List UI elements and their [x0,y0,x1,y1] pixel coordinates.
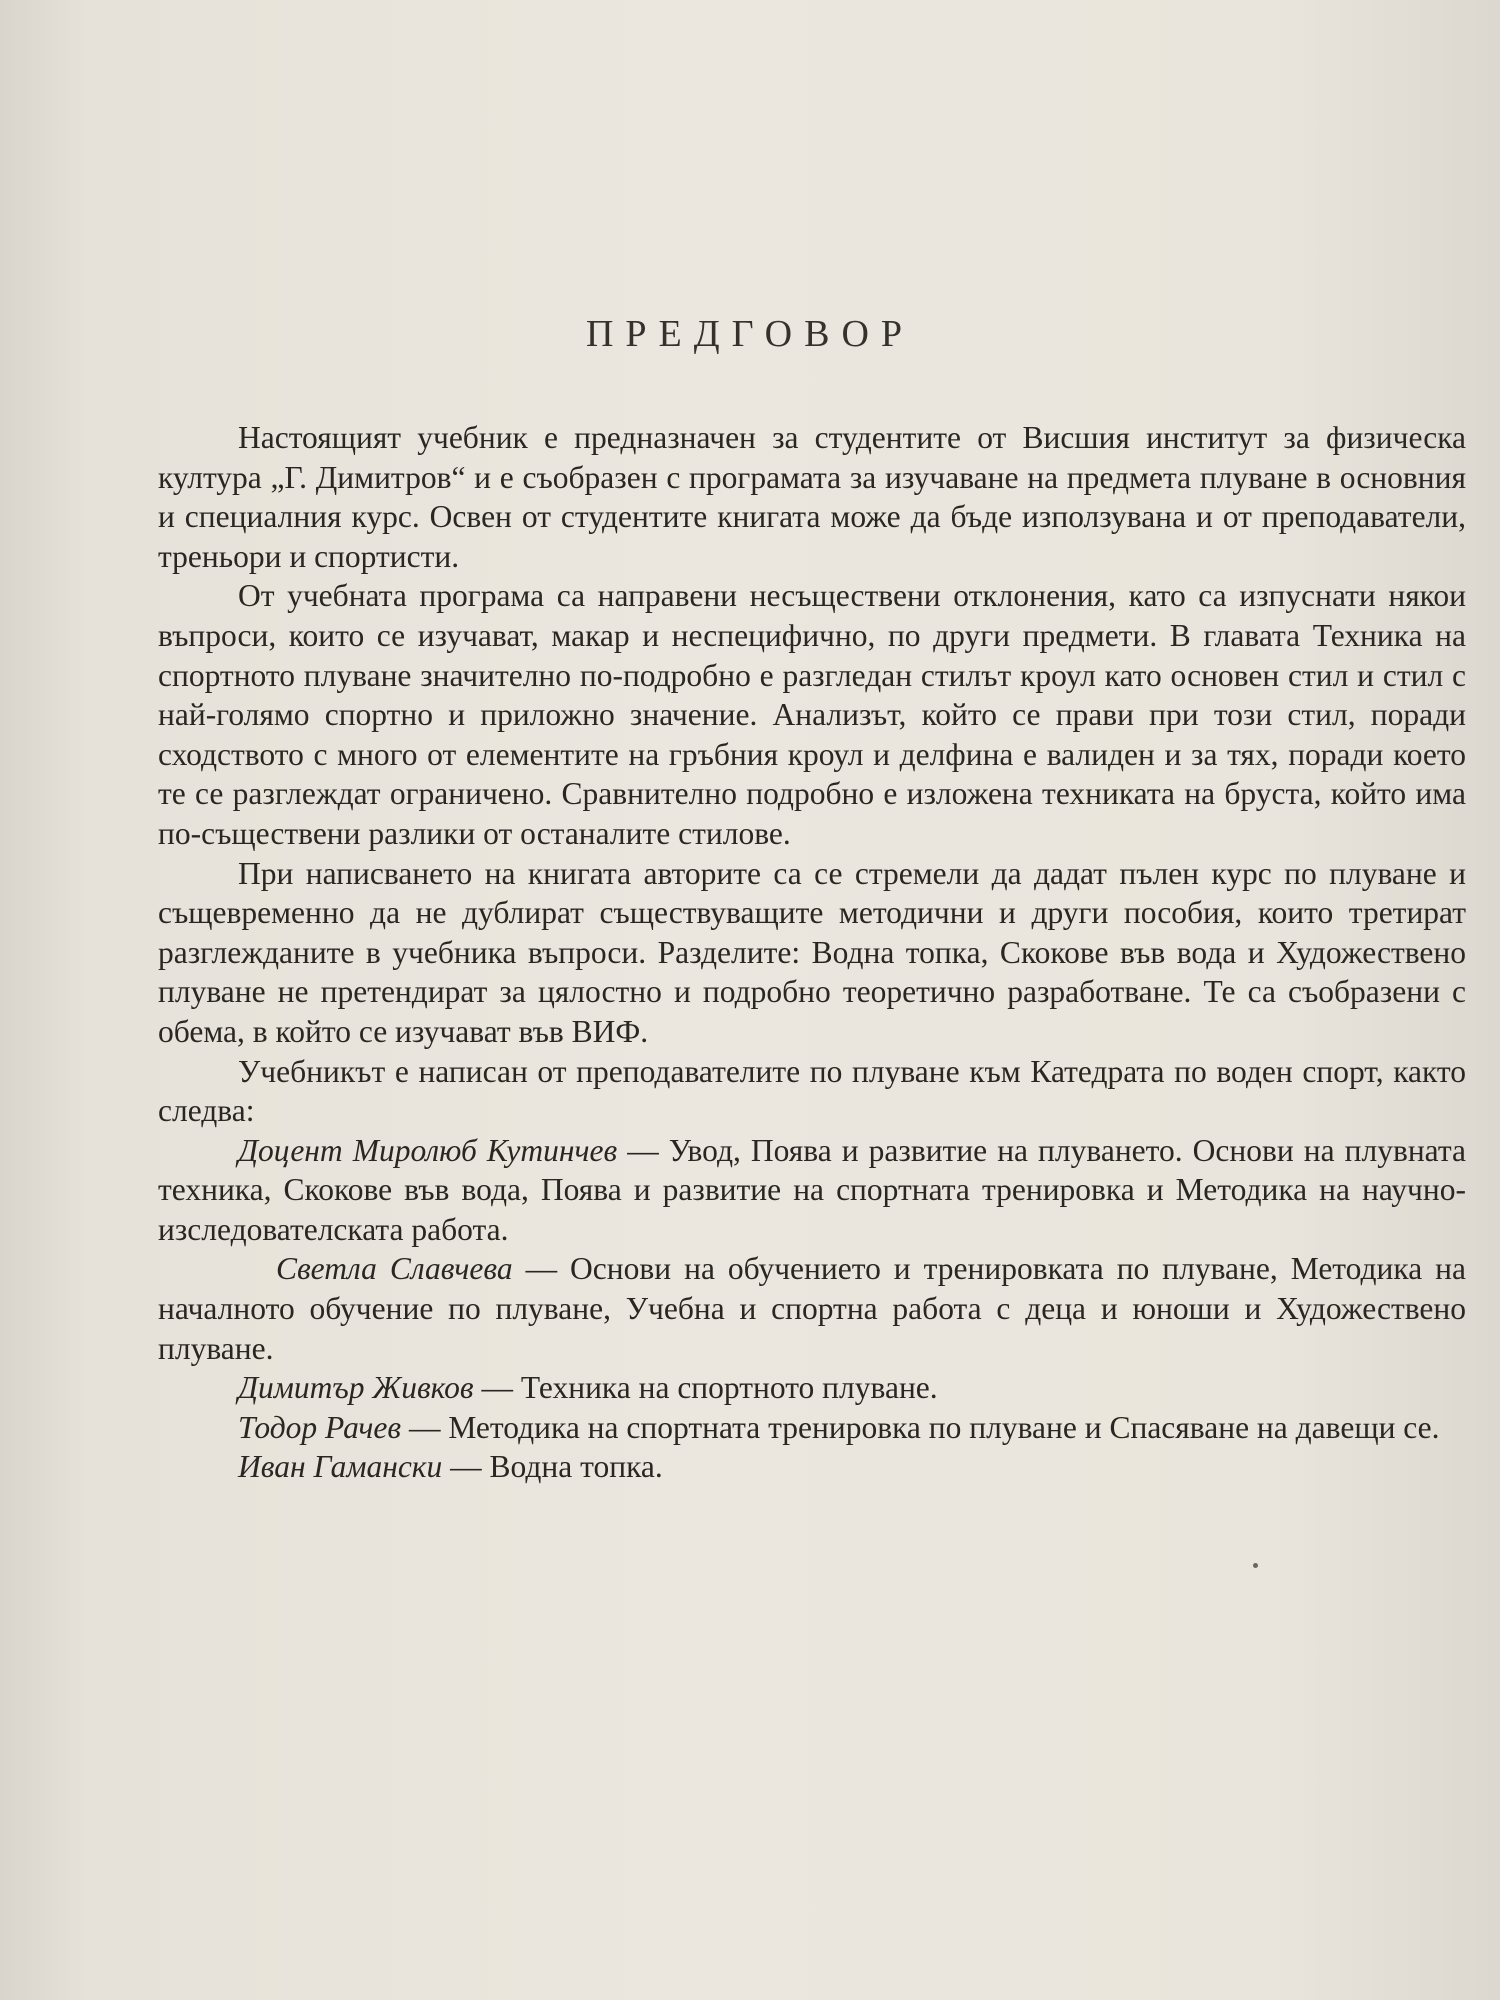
paper-speck [1253,1563,1258,1568]
paragraph: Настоящият учебник е предназначен за студентите от Висшия институт за физическа култура „Г. Димитров“ и е съобразен с програмата за изучаване на предмета плуване в основния и специалния курс. Освен от студентите книгата може да бъде използувана и от преподаватели, треньори и спортисти. [158,420,1466,574]
author-name: Тодор Рачев [238,1409,402,1445]
author-name: Светла Славчева [276,1251,513,1287]
author-contribution: — Техника на спортното плуване. [473,1370,938,1406]
author-credit [158,1368,1466,1408]
author-credit [158,1408,1466,1448]
author-contribution: — Водна топка. [442,1449,663,1485]
author-credit [158,1131,1466,1250]
author-name: Иван Гамански [238,1449,443,1485]
paragraph: При написването на книгата авторите са се стремели да дадат пълен курс по плуване и същевременно да не дублират съществуващите методични и други пособия, които третират разглежданите в учебника въпроси. Разделите: Водна топка, Скокове във вода и Художествено плуване не претендират за цялостно и подробно теоретично разработване. Те са съобразени с обема, в който се изучават във ВИФ. [158,855,1466,1049]
author-credit [158,1447,1466,1487]
author-name: Доцент Миролюб Кутинчев [238,1132,618,1168]
preface-body [158,418,1466,1487]
author-contribution: — Увод, Поява и развитие на плуването. Основи на плувната техника, Скокове във вода, Поява и развитие на спортната тренировка и Методика на научно-изследователската работа. [158,1132,1466,1247]
author-credit [158,1249,1466,1368]
paragraph: Учебникът е написан от преподавателите по плуване към Катедрата по воден спорт, както следва: [158,1053,1466,1129]
author-contribution: — Основи на обучението и тренировката по плуване, Методика на началното обучение по плуване, Учебна и спортна работа с деца и юноши и Художествено плуване. [158,1251,1466,1366]
author-contribution: — Методика на спортната тренировка по плуване и Спасяване на давещи се. [401,1409,1440,1445]
paragraph: От учебната програма са направени несъществени отклонения, като са изпуснати някои въпроси, които се изучават, макар и неспецифично, по други предмети. В главата Техника на спортното плуване значително по-подробно е разгледан стилът кроул като основен стил и стил с най-голямо спортно и приложно значение. Анализът, който се прави при този стил, поради сходството с много от елементите на гръбния кроул и делфина е валиден и за тях, поради което те се разглеждат ограничено. Сравнително подробно е изложена техниката на бруста, който има по-съществени разлики от останалите стилове. [158,578,1466,851]
author-name: Димитър Живков [238,1370,474,1406]
page-title: ПРЕДГОВОР [585,313,915,355]
